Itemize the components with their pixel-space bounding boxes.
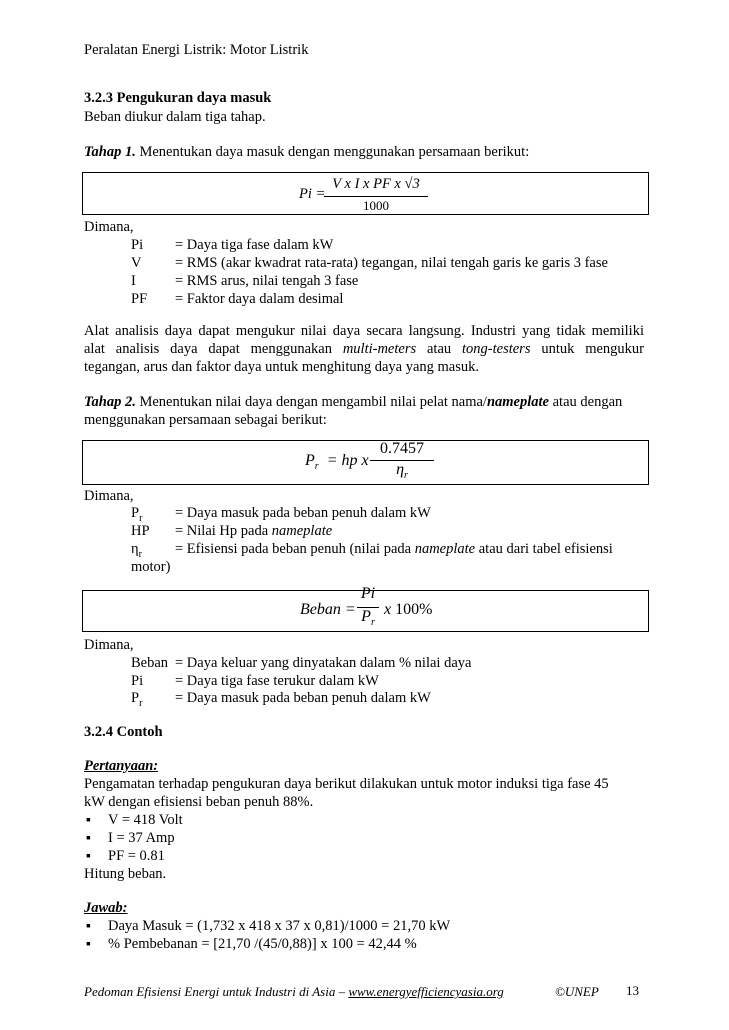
def1-desc-i: = RMS arus, nilai tengah 3 fase [175, 273, 359, 289]
running-header: Peralatan Energi Listrik: Motor Listrik [84, 42, 309, 58]
page-number: 13 [626, 983, 639, 998]
def3-sym-pi: Pi [131, 673, 144, 689]
eq3-lhs: Beban = [300, 601, 356, 618]
bullet-item: ▪ V = 418 Volt [86, 812, 183, 829]
step1-where: Dimana, [84, 219, 134, 235]
def2-desc-hp: = Nilai Hp pada nameplate [175, 523, 333, 539]
def2-desc-pr: = Daya masuk pada beban penuh dalam kW [175, 505, 431, 521]
step3-where: Dimana, [84, 637, 134, 653]
question-line-1: Pengamatan terhadap pengukuran daya berikut dilakukan untuk motor induksi tiga fase 45 [84, 776, 609, 792]
footer-copyright: ©UNEP [555, 984, 599, 999]
footer-link[interactable]: www.energyefficiencyasia.org [348, 984, 504, 999]
bullet-item: ▪ I = 37 Amp [86, 830, 175, 847]
eq3-numerator: Pi [360, 585, 376, 602]
paragraph-line-2: alat analisis daya dapat menggunakan multi-meters atau tong-testers untuk mengukur [84, 341, 645, 357]
section-heading-324: 3.2.4 Contoh [84, 724, 163, 740]
def1-sym-v: V [131, 255, 142, 271]
step1-line [84, 144, 529, 161]
section-intro: Beban diukur dalam tiga tahap. [84, 109, 266, 125]
answer-label: Jawab: [84, 900, 128, 916]
eq2-numerator: 0.7457 [380, 440, 424, 457]
question-label: Pertanyaan: [84, 758, 159, 774]
def3-desc-pi: = Daya tiga fase terukur dalam kW [175, 673, 379, 689]
eq1-numerator: V x I x PF x √3 [332, 176, 420, 192]
eq3-tail: x 100% [384, 601, 433, 618]
step2-where: Dimana, [84, 488, 134, 504]
def2-sym-eta: $\eta_r$ [131, 541, 142, 560]
def2-sym-pr: $P_r$ [131, 505, 143, 524]
def1-sym-pi: Pi [131, 237, 144, 253]
step1-label: Tahap 1. [84, 144, 136, 160]
answer-item: ▪ % Pembebanan = [21,70 /(45/0,88)] x 100 = 42,44 % [86, 936, 417, 953]
paragraph-line-3: tegangan, arus dan faktor daya untuk menghitung daya yang masuk. [84, 359, 480, 375]
paragraph-line-1: Alat analisis daya dapat mengukur nilai daya secara langsung. Industri yang tidak memiliki [84, 323, 644, 339]
eq1-lhs: Pi = [299, 186, 326, 202]
def2-sym-hp: HP [131, 523, 150, 539]
step2-line-1: Tahap 2. Menentukan nilai daya dengan mengambil nilai pelat nama/nameplate atau dengan [84, 394, 623, 410]
step1-text: Menentukan daya masuk dengan menggunakan persamaan berikut: [139, 144, 530, 160]
def3-sym-pr: $P_r$ [131, 690, 143, 709]
def1-desc-v: = RMS (akar kwadrat rata-rata) tegangan, nilai tengah garis ke garis 3 fase [175, 255, 608, 271]
eq3-denominator: $P_r$ [361, 608, 375, 629]
def1-desc-pi: = Daya tiga fase dalam kW [175, 237, 334, 253]
section-heading-323: 3.2.3 Pengukuran daya masuk [84, 90, 272, 106]
eq2-lhs: $P_r$ = hp x [305, 452, 369, 473]
eq1-denominator: 1000 [363, 198, 389, 213]
step2-label: Tahap 2. [84, 394, 136, 410]
question-line-2: kW dengan efisiensi beban penuh 88%. [84, 794, 314, 810]
eq2-denominator: $\eta_r$ [396, 461, 408, 482]
answer-item: ▪ Daya Masuk = (1,732 x 418 x 37 x 0,81)/1000 = 21,70 kW [86, 918, 450, 935]
def3-desc-pr: = Daya masuk pada beban penuh dalam kW [175, 690, 431, 706]
question-end: Hitung beban. [84, 866, 167, 882]
def3-sym-beban: Beban [131, 655, 169, 671]
step2-line-2: menggunakan persamaan sebagai berikut: [84, 412, 327, 428]
bullet-item: ▪ PF = 0.81 [86, 848, 165, 865]
eq1-fraction-bar [324, 196, 428, 197]
def2-desc-eta-cont: motor) [131, 559, 171, 575]
def3-desc-beban: = Daya keluar yang dinyatakan dalam % nilai daya [175, 655, 472, 671]
def1-desc-pf: = Faktor daya dalam desimal [175, 291, 344, 307]
footer-left: Pedoman Efisiensi Energi untuk Industri di Asia – www.energyefficiencyasia.org [84, 984, 504, 999]
def1-sym-pf: PF [131, 291, 148, 307]
def1-sym-i: I [131, 273, 136, 289]
def2-desc-eta: = Efisiensi pada beban penuh (nilai pada nameplate atau dari tabel efisiensi [175, 541, 613, 557]
